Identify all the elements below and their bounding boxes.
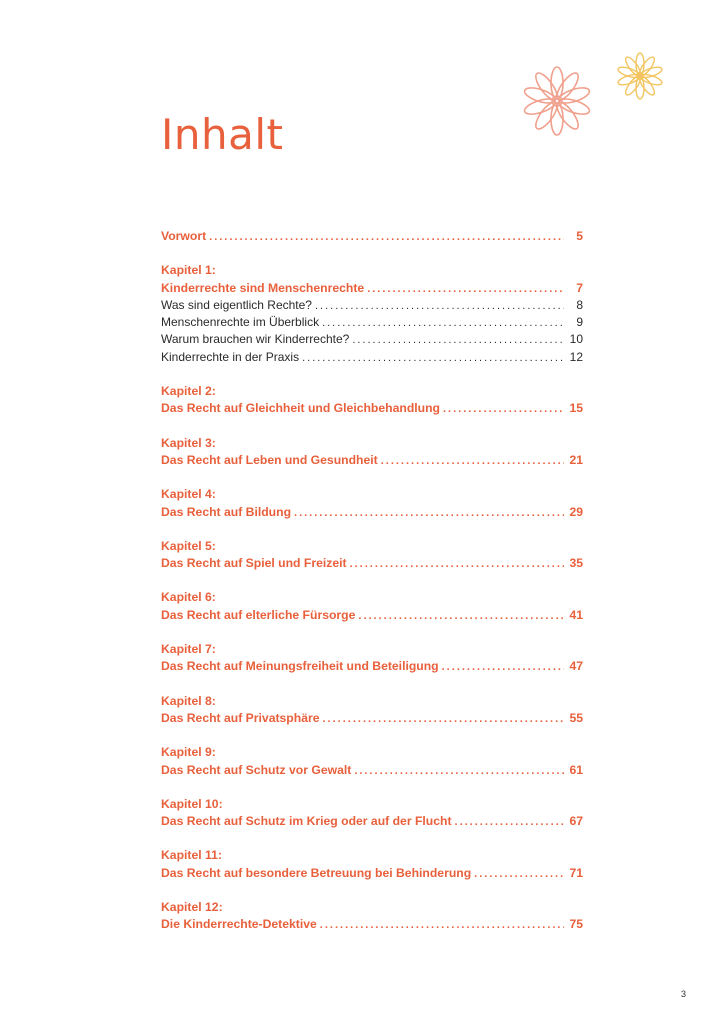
- toc-entry-kapitel-11[interactable]: [161, 865, 583, 882]
- toc-subentry-title: Warum brauchen wir Kinderrechte?: [161, 332, 350, 347]
- chapter-label: Kapitel 3:: [161, 435, 216, 450]
- dot-leader: [315, 298, 564, 315]
- dot-leader: [294, 505, 564, 522]
- dot-leader: [381, 453, 564, 470]
- toc-entry-page: 7: [576, 280, 583, 295]
- toc-section-kapitel-10: [161, 796, 583, 831]
- toc-entry-title: Das Recht auf Meinungsfreiheit und Beteiligung: [161, 659, 439, 674]
- chapter-label: Kapitel 8:: [161, 693, 216, 708]
- chapter-label: Kapitel 5:: [161, 538, 216, 553]
- toc-entry-title: Das Recht auf Spiel und Freizeit: [161, 556, 347, 571]
- page-number: 3: [681, 989, 687, 999]
- dot-leader: [358, 608, 564, 625]
- dot-leader: [367, 281, 564, 298]
- toc-entry-title: Das Recht auf Gleichheit und Gleichbehandlung: [161, 401, 440, 416]
- toc-subentry-page: 10: [569, 332, 583, 347]
- dot-leader: [323, 711, 565, 728]
- page-title: Inhalt: [161, 110, 284, 159]
- toc-entry-page: 75: [569, 917, 583, 932]
- toc-subentry[interactable]: [161, 331, 583, 348]
- dot-leader: [352, 332, 564, 349]
- toc-entry-page: 5: [576, 229, 583, 243]
- toc-section-vorwort: [161, 228, 583, 245]
- toc-entry-title: Das Recht auf Bildung: [161, 504, 292, 519]
- toc-section-kapitel-3: [161, 435, 583, 470]
- toc-entry-page: 35: [569, 556, 583, 571]
- table-of-contents: [161, 228, 583, 951]
- toc-entry-kapitel-4[interactable]: [161, 504, 583, 521]
- chapter-label: Kapitel 6:: [161, 590, 216, 605]
- toc-subentry-title: Was sind eigentlich Rechte?: [161, 297, 312, 312]
- toc-entry-kapitel-1[interactable]: [161, 280, 583, 297]
- chapter-label: Kapitel 1:: [161, 263, 216, 278]
- toc-entry-page: 67: [569, 814, 583, 829]
- toc-entry-title: Das Recht auf Schutz vor Gewalt: [161, 762, 352, 777]
- toc-section-kapitel-7: [161, 641, 583, 676]
- chapter-label: Kapitel 11:: [161, 848, 222, 863]
- toc-entry-title: Vorwort: [161, 229, 207, 243]
- toc-entry-kapitel-5[interactable]: [161, 555, 583, 572]
- chapter-label: Kapitel 10:: [161, 796, 223, 811]
- flower-decoration-icon: [520, 46, 670, 146]
- toc-entry-title: Das Recht auf besondere Betreuung bei Behinderung: [161, 865, 472, 880]
- chapter-label: Kapitel 12:: [161, 900, 223, 915]
- dot-leader: [322, 315, 564, 332]
- toc-section-kapitel-11: [161, 847, 583, 882]
- toc-entry-kapitel-2[interactable]: [161, 400, 583, 417]
- dot-leader: [302, 350, 564, 367]
- toc-entry-title: Das Recht auf Schutz im Krieg oder auf der Flucht: [161, 814, 452, 829]
- toc-entry-page: 61: [569, 762, 583, 777]
- dot-leader: [474, 866, 564, 883]
- dot-leader: [455, 814, 564, 831]
- toc-entry-title: Kinderrechte sind Menschenrechte: [161, 280, 365, 295]
- toc-entry-kapitel-10[interactable]: [161, 813, 583, 830]
- toc-entry-title: Die Kinderrechte-Detektive: [161, 917, 317, 932]
- toc-entry-vorwort[interactable]: [161, 228, 583, 245]
- toc-entry-kapitel-7[interactable]: [161, 658, 583, 675]
- toc-section-kapitel-2: [161, 383, 583, 418]
- dot-leader: [442, 659, 564, 676]
- toc-entry-kapitel-3[interactable]: [161, 452, 583, 469]
- toc-subentry-title: Menschenrechte im Überblick: [161, 315, 320, 330]
- chapter-label: Kapitel 4:: [161, 487, 216, 502]
- toc-subentry-page: 12: [569, 349, 583, 364]
- toc-entry-page: 55: [569, 710, 583, 725]
- toc-entry-title: Das Recht auf elterliche Fürsorge: [161, 607, 356, 622]
- toc-entry-kapitel-8[interactable]: [161, 710, 583, 727]
- toc-section-kapitel-8: [161, 693, 583, 728]
- toc-subentry-page: 8: [576, 297, 583, 312]
- toc-subentry[interactable]: [161, 349, 583, 366]
- dot-leader: [209, 229, 564, 246]
- dot-leader: [443, 401, 564, 418]
- toc-entry-title: Das Recht auf Leben und Gesundheit: [161, 452, 378, 467]
- toc-subentry[interactable]: [161, 314, 583, 331]
- toc-entry-kapitel-12[interactable]: [161, 916, 583, 933]
- toc-entry-page: 41: [569, 607, 583, 622]
- toc-section-kapitel-6: [161, 589, 583, 624]
- toc-entry-kapitel-6[interactable]: [161, 607, 583, 624]
- toc-section-kapitel-5: [161, 538, 583, 573]
- chapter-label: Kapitel 7:: [161, 642, 216, 657]
- toc-entry-page: 15: [569, 401, 583, 416]
- toc-section-kapitel-9: [161, 744, 583, 779]
- toc-entry-page: 21: [569, 452, 583, 467]
- toc-section-kapitel-12: [161, 899, 583, 934]
- toc-subentry-title: Kinderrechte in der Praxis: [161, 349, 300, 364]
- toc-entry-kapitel-9[interactable]: [161, 762, 583, 779]
- chapter-label: Kapitel 9:: [161, 745, 216, 760]
- toc-subentry-page: 9: [576, 315, 583, 330]
- dot-leader: [350, 556, 564, 573]
- dot-leader: [354, 763, 564, 780]
- dot-leader: [320, 917, 564, 934]
- chapter-label: Kapitel 2:: [161, 384, 216, 399]
- toc-entry-page: 71: [569, 865, 583, 880]
- toc-entry-page: 29: [569, 504, 583, 519]
- toc-section-kapitel-4: [161, 486, 583, 521]
- toc-section-kapitel-1: [161, 262, 583, 366]
- toc-subentry[interactable]: [161, 297, 583, 314]
- toc-entry-page: 47: [569, 659, 583, 674]
- toc-entry-title: Das Recht auf Privatsphäre: [161, 710, 320, 725]
